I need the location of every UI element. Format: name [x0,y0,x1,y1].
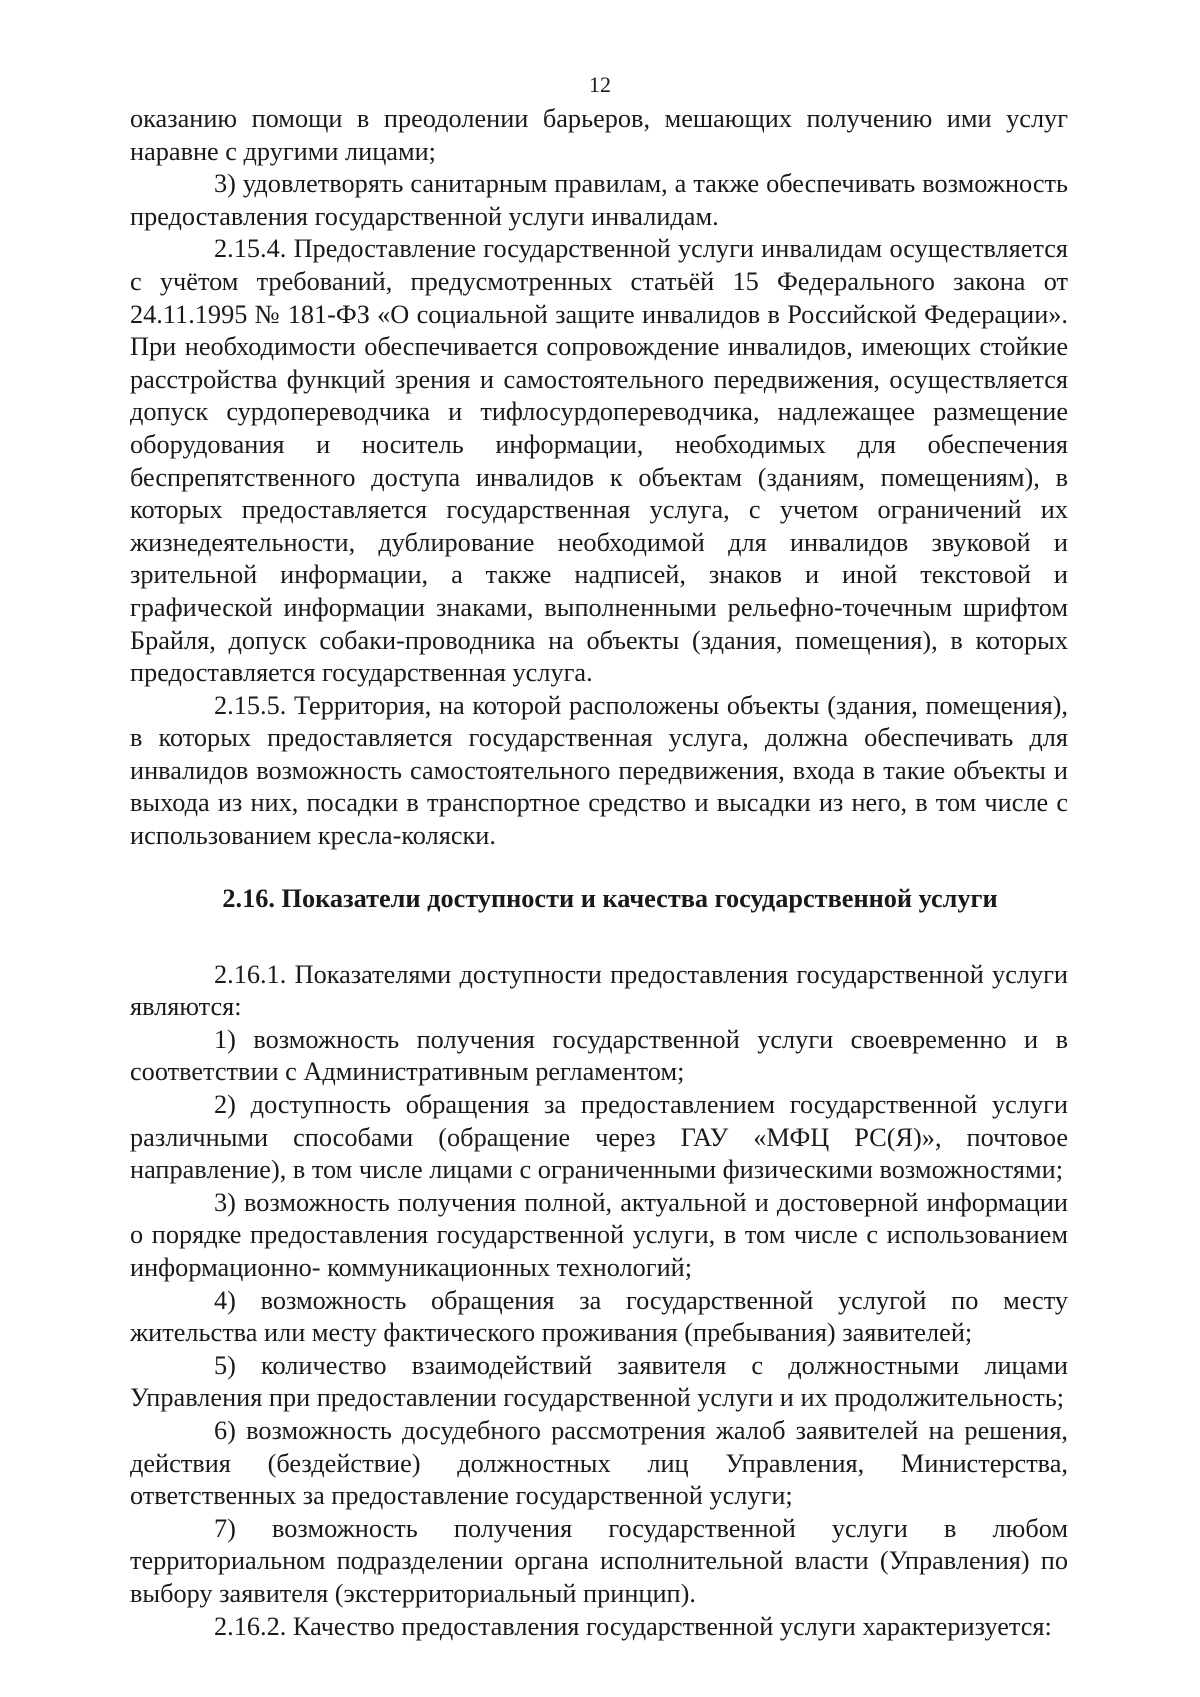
paragraph-barriers-continuation: оказанию помощи в преодолении барьеров, мешающих получению ими услуг наравне с другими лицами; [130,104,1068,166]
section-heading-2-16: 2.16. Показатели доступности и качества государственной услуги [222,883,998,913]
paragraph-2-16-2: 2.16.2. Качество предоставления государственной услуги характеризуется: [214,1611,1052,1641]
list-item-7: 7) возможность получения государственной услуги в любом территориальном подразделении органа исполнительной власти (Управления) по выбору заявителя (экстерриториальный принцип). [130,1513,1068,1608]
list-item-3: 3) возможность получения полной, актуальной и достоверной информации о порядке предоставления государственной услуги, в том числе с использованием информационно- коммуникационных технологий; [130,1187,1068,1282]
list-item-1: 1) возможность получения государственной услуги своевременно и в соответствии с Административным регламентом; [130,1024,1068,1087]
page-number: 12 [589,72,611,97]
list-item-2: 2) доступность обращения за предоставлением государственной услуги различными способами (обращение через ГАУ «МФЦ РС(Я)», почтовое направление), в том числе лицами с ограниченными физическими возможностями; [130,1090,1068,1185]
list-item-6: 6) возможность досудебного рассмотрения жалоб заявителей на решения, действия (бездействие) должностных лиц Управления, Министерства, ответственных за предоставление государственной услуги; [130,1415,1068,1511]
paragraph-2-16-1: 2.16.1. Показателями доступности предоставления государственной услуги являются: [130,959,1068,1022]
paragraph-item-3-sanitary: 3) удовлетворять санитарным правилам, а также обеспечивать возможность предоставления государственной услуги инвалидам. [130,169,1068,231]
document-body [130,103,1068,1643]
list-item-4: 4) возможность обращения за государственной услугой по месту жительства или месту фактического проживания (пребывания) заявителей; [130,1285,1068,1348]
paragraph-2-15-5: 2.15.5. Территория, на которой расположены объекты (здания, помещения), в которых предоставляется государственная услуга, должна обеспечивать для инвалидов возможность самостоятельного передвижения, входа в такие объекты и выхода из них, посадки в транспортное средство и высадки из него, в том числе с использованием кресла-коляски. [130,690,1068,851]
paragraph-2-15-4: 2.15.4. Предоставление государственной услуги инвалидам осуществляется с учётом требований, предусмотренных статьёй 15 Федерального закона от 24.11.1995 № 181-ФЗ «О социальной защите инвалидов в Российской Федерации». При необходимости обеспечивается сопровождение инвалидов, имеющих стойкие расстройства функций зрения и самостоятельного передвижения, осуществляется допуск сурдопереводчика и тифлосурдопереводчика, надлежащее размещение оборудования и носитель информации, необходимых для обеспечения беспрепятственного доступа инвалидов к объектам (зданиям, помещениям), в которых предоставляется государственная услуга, с учетом ограничений их жизнедеятельности, дублирование необходимой для инвалидов звуковой и зрительной информации, а также надписей, знаков и иной текстовой и графической информации знаками, выполненными рельефно-точечным шрифтом Брайля, допуск собаки-проводника на объекты (здания, помещения), в которых предоставляется государственная услуга. [130,234,1068,688]
list-item-5: 5) количество взаимодействий заявителя с должностными лицами Управления при предоставлении государственной услуги и их продолжительность; [130,1350,1068,1413]
